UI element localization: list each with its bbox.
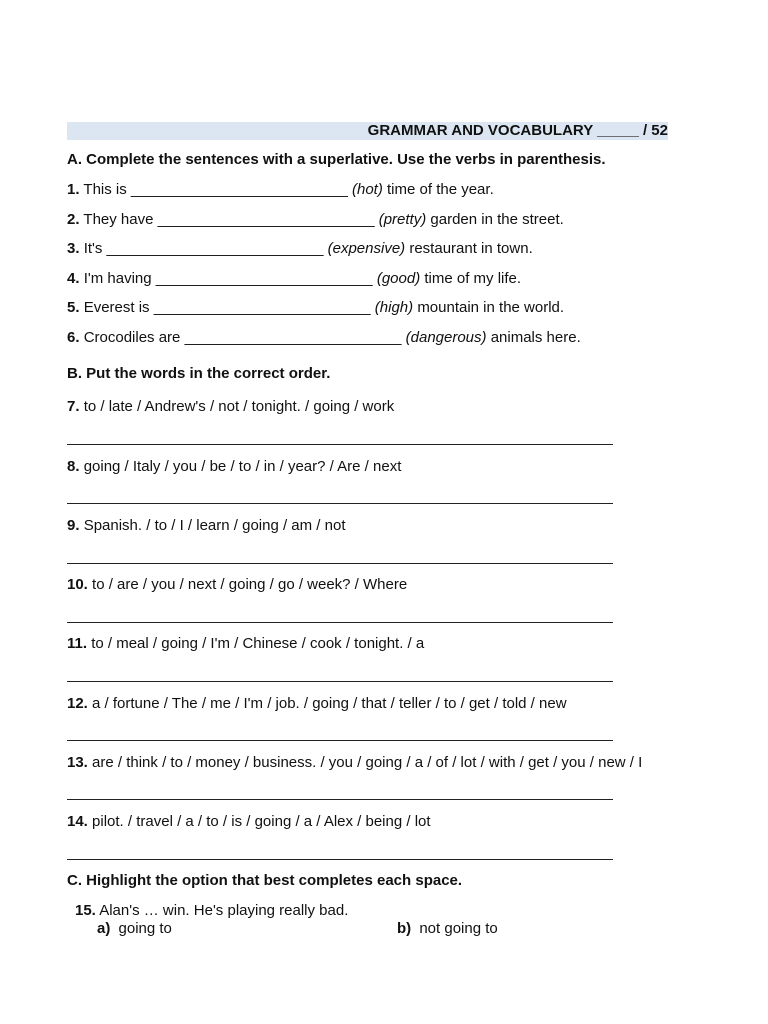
question-hint: (expensive): [327, 240, 406, 257]
question-hint: (good): [376, 270, 421, 287]
answer-line-14[interactable]: [67, 859, 613, 860]
question-number: 14.: [67, 813, 88, 830]
question-14: [67, 813, 431, 831]
option-a[interactable]: [97, 920, 172, 938]
answer-line-10[interactable]: [67, 622, 613, 623]
question-5: [67, 299, 564, 317]
question-hint: (pretty): [378, 211, 427, 228]
question-number: 11.: [67, 635, 88, 652]
question-text: Crocodiles are __________________________: [83, 329, 402, 346]
question-text: Alan's … win. He's playing really bad.: [99, 902, 349, 919]
answer-line-11[interactable]: [67, 681, 613, 682]
question-4: [67, 270, 521, 288]
question-text: This is __________________________: [83, 181, 348, 198]
answer-line-8[interactable]: [67, 503, 613, 504]
question-15: [75, 902, 348, 920]
question-text: to / late / Andrew's / not / tonight. / going / work: [83, 398, 395, 415]
section-a-heading: A. Complete the sentences with a superlative. Use the verbs in parenthesis.: [67, 151, 606, 168]
question-number: 15.: [75, 902, 96, 919]
question-text: I'm having __________________________: [83, 270, 373, 287]
question-text: to / meal / going / I'm / Chinese / cook / tonight. / a: [91, 635, 425, 652]
question-number: 1.: [67, 181, 80, 198]
question-number: 8.: [67, 458, 80, 475]
question-9: [67, 517, 346, 535]
section-c-heading: C. Highlight the option that best completes each space.: [67, 872, 463, 889]
question-text-end: animals here.: [490, 329, 581, 346]
question-6: [67, 329, 581, 347]
question-12: [67, 695, 567, 713]
question-number: 6.: [67, 329, 80, 346]
worksheet-title: GRAMMAR AND VOCABULARY _____ / 52: [367, 122, 668, 139]
option-letter: b): [397, 920, 412, 937]
question-number: 4.: [67, 270, 80, 287]
answer-line-9[interactable]: [67, 563, 613, 564]
question-hint: (hot): [352, 181, 383, 198]
question-8: [67, 458, 401, 476]
question-hint: (dangerous): [405, 329, 487, 346]
question-number: 5.: [67, 299, 80, 316]
question-number: 12.: [67, 695, 88, 712]
answer-line-7[interactable]: [67, 444, 613, 445]
option-text: going to: [118, 920, 172, 937]
question-number: 3.: [67, 240, 80, 257]
question-text-end: time of the year.: [387, 181, 494, 198]
question-10: [67, 576, 407, 594]
question-text-end: garden in the street.: [430, 211, 564, 228]
question-number: 7.: [67, 398, 80, 415]
question-number: 10.: [67, 576, 88, 593]
option-letter: a): [97, 920, 111, 937]
section-b-heading: B. Put the words in the correct order.: [67, 365, 331, 382]
question-text: going / Italy / you / be / to / in / year? / Are / next: [83, 458, 402, 475]
question-text-end: mountain in the world.: [417, 299, 565, 316]
question-2: [67, 211, 564, 229]
question-text: pilot. / travel / a / to / is / going / a / Alex / being / lot: [92, 813, 431, 830]
question-text-end: restaurant in town.: [409, 240, 533, 257]
option-text: not going to: [419, 920, 498, 937]
answer-line-12[interactable]: [67, 740, 613, 741]
question-text-end: time of my life.: [424, 270, 522, 287]
question-text: It's __________________________: [83, 240, 324, 257]
question-1: [67, 181, 494, 199]
question-text: Everest is __________________________: [83, 299, 371, 316]
question-11: [67, 635, 424, 653]
question-7: [67, 398, 394, 416]
question-text: a / fortune / The / me / I'm / job. / going / that / teller / to / get / told / new: [92, 695, 567, 712]
question-13: [67, 754, 642, 772]
question-text: They have __________________________: [83, 211, 375, 228]
option-b[interactable]: [397, 920, 498, 938]
question-text: are / think / to / money / business. / you / going / a / of / lot / with / get / you / new / I: [92, 754, 643, 771]
question-3: [67, 240, 533, 258]
question-text: Spanish. / to / I / learn / going / am / not: [83, 517, 346, 534]
question-text: to / are / you / next / going / go / week? / Where: [92, 576, 408, 593]
question-number: 9.: [67, 517, 80, 534]
question-number: 2.: [67, 211, 80, 228]
question-number: 13.: [67, 754, 88, 771]
answer-line-13[interactable]: [67, 799, 613, 800]
question-hint: (high): [374, 299, 414, 316]
